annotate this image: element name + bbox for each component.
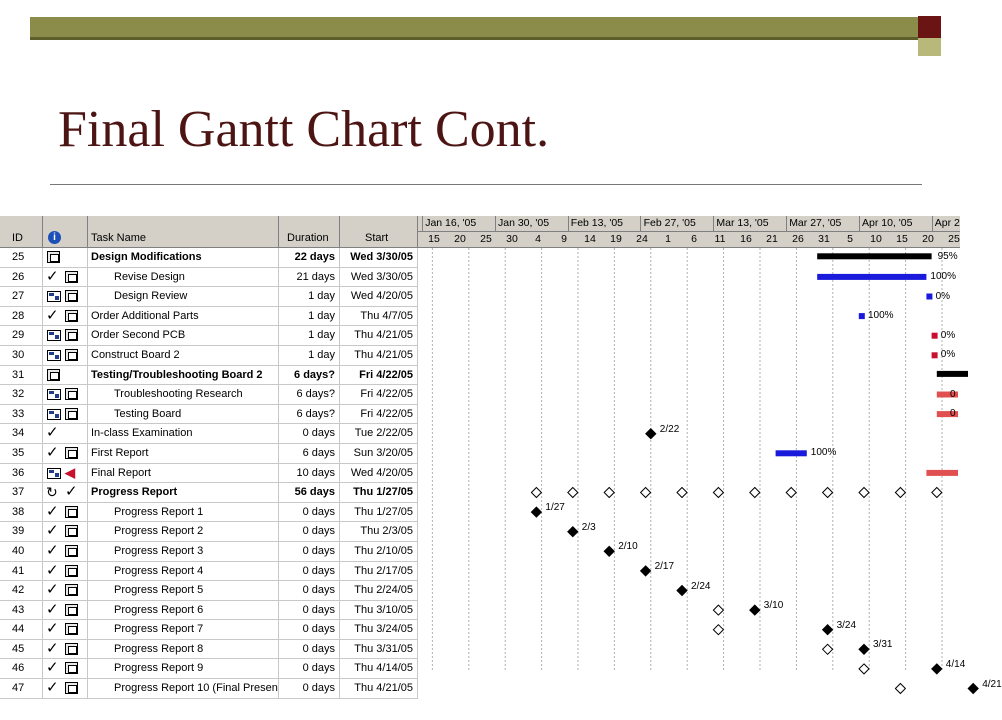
task-name[interactable]: Progress Report 6: [88, 601, 279, 620]
note-icon: [65, 388, 78, 400]
task-name[interactable]: Progress Report 5: [88, 581, 279, 600]
task-start[interactable]: Thu 4/14/05: [340, 659, 418, 678]
note-icon: [65, 565, 78, 577]
calendar-icon: [47, 291, 61, 302]
task-duration[interactable]: 6 days?: [279, 385, 340, 404]
task-id: 44: [0, 620, 43, 639]
table-row[interactable]: [0, 326, 418, 346]
bar-label: 3/24: [836, 619, 857, 631]
check-icon: ✓: [46, 659, 59, 677]
timescale-minor-label: 30: [506, 233, 518, 245]
task-indicators: [43, 542, 88, 561]
task-duration[interactable]: 22 days: [279, 248, 340, 267]
header-indicators[interactable]: [43, 216, 88, 247]
table-row[interactable]: [0, 346, 418, 366]
task-indicators: [43, 307, 88, 326]
note-icon: [65, 604, 78, 616]
table-row[interactable]: [0, 659, 418, 679]
task-id: 34: [0, 424, 43, 443]
task-start[interactable]: Thu 2/3/05: [340, 522, 418, 541]
task-start[interactable]: Thu 2/24/05: [340, 581, 418, 600]
bar-label: 100%: [930, 270, 956, 282]
check-icon: ✓: [46, 679, 59, 697]
task-duration[interactable]: 0 days: [279, 522, 340, 541]
baseline-milestone-diamond[interactable]: [859, 664, 869, 674]
baseline-milestone-diamond[interactable]: [713, 605, 723, 615]
summary-bar[interactable]: [937, 371, 968, 377]
timescale-minor-label: 31: [818, 233, 830, 245]
table-row[interactable]: [0, 483, 418, 503]
timescale-minor-label: 25: [948, 233, 960, 245]
task-duration[interactable]: 0 days: [279, 620, 340, 639]
timescale-minor-label: 15: [896, 233, 908, 245]
task-rows: [0, 248, 418, 699]
task-start[interactable]: Fri 4/22/05: [340, 405, 418, 424]
task-name[interactable]: Troubleshooting Research: [88, 385, 279, 404]
task-id: 45: [0, 640, 43, 659]
note-icon: [65, 271, 78, 283]
task-indicators: [43, 659, 88, 678]
check-icon: ✓: [46, 561, 59, 579]
note-icon: [65, 408, 78, 420]
task-bar[interactable]: [817, 274, 926, 280]
task-id: 37: [0, 483, 43, 502]
task-bar[interactable]: [776, 450, 807, 456]
task-indicators: [43, 385, 88, 404]
task-id: 30: [0, 346, 43, 365]
task-start[interactable]: Thu 4/7/05: [340, 307, 418, 326]
task-name[interactable]: Testing Board: [88, 405, 279, 424]
table-row[interactable]: [0, 405, 418, 425]
slide-corner-square-light: [918, 38, 941, 56]
summary-bar[interactable]: [817, 253, 931, 259]
task-duration[interactable]: 1 day: [279, 326, 340, 345]
task-indicators: [43, 326, 88, 345]
task-duration[interactable]: 0 days: [279, 640, 340, 659]
table-row[interactable]: [0, 542, 418, 562]
note-icon: [65, 584, 78, 596]
check-icon: ✓: [46, 620, 59, 638]
task-start[interactable]: Thu 4/21/05: [340, 679, 418, 698]
task-duration[interactable]: 10 days: [279, 464, 340, 483]
check-icon: ✓: [46, 443, 59, 461]
note-icon: [65, 643, 78, 655]
table-row[interactable]: [0, 640, 418, 660]
task-duration[interactable]: 6 days?: [279, 366, 340, 385]
task-name[interactable]: Order Additional Parts: [88, 307, 279, 326]
header-id-label: ID: [12, 232, 23, 244]
task-name[interactable]: Progress Report 2: [88, 522, 279, 541]
timescale-minor-label: 25: [480, 233, 492, 245]
task-id: 32: [0, 385, 43, 404]
table-row[interactable]: [0, 424, 418, 444]
task-bar[interactable]: [926, 294, 932, 300]
bar-label: 2/3: [581, 521, 596, 533]
timescale-major-label: Mar 13, '05: [716, 217, 769, 229]
timescale-minor-label: 24: [636, 233, 648, 245]
table-row[interactable]: [0, 503, 418, 523]
task-indicators: [43, 366, 88, 385]
task-indicators: [43, 503, 88, 522]
header-task-name[interactable]: [88, 216, 279, 247]
check-icon: ✓: [65, 483, 78, 501]
timescale-minor-label: 20: [922, 233, 934, 245]
info-icon: i: [48, 231, 61, 244]
timescale-minor-label: 16: [740, 233, 752, 245]
task-indicators: [43, 405, 88, 424]
bar-label: 0%: [940, 349, 956, 361]
rollup-milestone-diamond[interactable]: [859, 488, 869, 498]
timescale-minor-label: 4: [535, 233, 541, 245]
table-row[interactable]: [0, 444, 418, 464]
task-duration[interactable]: 56 days: [279, 483, 340, 502]
calendar-icon: [47, 350, 61, 361]
slide-title: Final Gantt Chart Cont.: [58, 101, 550, 158]
timescale-major-label: Apr 2: [934, 217, 960, 229]
task-start[interactable]: Thu 2/17/05: [340, 562, 418, 581]
bar-label: 0%: [940, 329, 956, 341]
task-name[interactable]: Progress Report 7: [88, 620, 279, 639]
timescale-major-label: Feb 27, '05: [643, 217, 696, 229]
task-id: 36: [0, 464, 43, 483]
table-row[interactable]: [0, 464, 418, 484]
task-name[interactable]: Progress Report 3: [88, 542, 279, 561]
table-row[interactable]: [0, 385, 418, 405]
bar-label: 100%: [868, 310, 894, 322]
task-start[interactable]: Wed 3/30/05: [340, 248, 418, 267]
task-name[interactable]: In-class Examination: [88, 424, 279, 443]
rollup-milestone-diamond[interactable]: [895, 488, 905, 498]
slide-corner-square: [918, 16, 941, 38]
task-name[interactable]: Revise Design: [88, 268, 279, 287]
note-icon: [65, 662, 78, 674]
table-row[interactable]: [0, 601, 418, 621]
header-task-name-label: Task Name: [91, 232, 147, 244]
bar-label: 100%: [810, 447, 837, 459]
baseline-milestone-diamond[interactable]: [823, 644, 833, 654]
timescale-major-label: Apr 10, '05: [862, 217, 913, 229]
note-icon: [47, 369, 60, 381]
bar-label: 95%: [937, 251, 958, 263]
check-icon: ✓: [46, 600, 59, 618]
task-indicators: [43, 562, 88, 581]
task-id: 46: [0, 659, 43, 678]
timescale-major-label: Jan 16, '05: [425, 217, 477, 229]
rollup-milestone-diamond[interactable]: [641, 488, 651, 498]
task-indicators: [43, 248, 88, 267]
bar-label: 2/22: [659, 423, 680, 435]
rollup-milestone-diamond[interactable]: [786, 488, 796, 498]
rollup-milestone-diamond[interactable]: [713, 488, 723, 498]
milestone-diamond[interactable]: [750, 605, 760, 615]
timescale-major-label: Jan 30, '05: [498, 217, 550, 229]
header-duration[interactable]: [279, 216, 340, 247]
timescale-minor-label: 9: [561, 233, 567, 245]
note-icon: [65, 329, 78, 341]
slide-top-bar: [30, 17, 941, 37]
task-id: 38: [0, 503, 43, 522]
note-icon: [65, 349, 78, 361]
milestone-diamond[interactable]: [677, 586, 687, 596]
task-id: 26: [0, 268, 43, 287]
task-id: 31: [0, 366, 43, 385]
task-name[interactable]: Progress Report: [88, 483, 279, 502]
calendar-icon: [47, 389, 61, 400]
header-start-label: Start: [365, 232, 389, 244]
recurring-icon: ↻: [46, 484, 58, 501]
rollup-milestone-diamond[interactable]: [932, 488, 942, 498]
task-name[interactable]: Progress Report 10 (Final Presen: [88, 679, 279, 698]
bar-label: 2/24: [691, 580, 711, 592]
task-id: 35: [0, 444, 43, 463]
timescale-minor-label: 26: [792, 233, 804, 245]
baseline-milestone-diamond[interactable]: [713, 625, 723, 635]
title-divider: [50, 184, 922, 185]
task-name[interactable]: Progress Report 8: [88, 640, 279, 659]
task-indicators: [43, 346, 88, 365]
bar-label: 4/21: [982, 678, 1002, 690]
task-start[interactable]: Thu 4/21/05: [340, 326, 418, 345]
task-start[interactable]: Thu 1/27/05: [340, 483, 418, 502]
calendar-icon: [47, 330, 61, 341]
task-duration[interactable]: 0 days: [279, 562, 340, 581]
check-icon: ✓: [46, 522, 59, 540]
check-icon: ✓: [46, 267, 59, 285]
bar-label: 1/27: [545, 502, 565, 514]
task-start[interactable]: Thu 2/10/05: [340, 542, 418, 561]
task-start[interactable]: Wed 4/20/05: [340, 464, 418, 483]
task-id: 43: [0, 601, 43, 620]
check-icon: ✓: [46, 639, 59, 657]
task-duration[interactable]: 0 days: [279, 679, 340, 698]
task-start[interactable]: Thu 1/27/05: [340, 503, 418, 522]
baseline-milestone-diamond[interactable]: [895, 684, 905, 694]
task-bar[interactable]: [932, 352, 938, 358]
task-start[interactable]: Wed 4/20/05: [340, 287, 418, 306]
task-duration[interactable]: 0 days: [279, 424, 340, 443]
task-indicators: [43, 640, 88, 659]
task-name[interactable]: Construct Board 2: [88, 346, 279, 365]
task-start[interactable]: Thu 3/24/05: [340, 620, 418, 639]
note-icon: [65, 506, 78, 518]
rollup-milestone-diamond[interactable]: [750, 488, 760, 498]
task-id: 27: [0, 287, 43, 306]
timescale-minor-label: 19: [610, 233, 622, 245]
milestone-diamond[interactable]: [823, 625, 833, 635]
table-row[interactable]: [0, 620, 418, 640]
bar-label: 4/14: [945, 658, 966, 670]
task-name[interactable]: Design Review: [88, 287, 279, 306]
deadline-flag-icon: ◀: [65, 464, 75, 480]
rollup-milestone-diamond[interactable]: [677, 488, 687, 498]
task-bar[interactable]: [859, 313, 865, 319]
timescale-major-label: Mar 27, '05: [789, 217, 842, 229]
task-indicators: [43, 424, 88, 443]
task-indicators: [43, 483, 88, 502]
task-id: 33: [0, 405, 43, 424]
timescale-minor-label: 11: [714, 233, 726, 245]
table-row[interactable]: [0, 679, 418, 699]
timescale-minor-label: 15: [428, 233, 440, 245]
task-name[interactable]: First Report: [88, 444, 279, 463]
task-indicators: [43, 679, 88, 698]
task-name[interactable]: Progress Report 9: [88, 659, 279, 678]
task-name[interactable]: Progress Report 1: [88, 503, 279, 522]
bar-label: 0: [950, 388, 956, 400]
task-bar[interactable]: [932, 333, 938, 339]
task-bar[interactable]: [926, 470, 958, 476]
bar-label: 3/31: [873, 639, 893, 651]
bar-label: 0: [950, 408, 956, 420]
bar-label: 2/10: [618, 541, 638, 553]
task-start[interactable]: Thu 3/10/05: [340, 601, 418, 620]
task-duration[interactable]: 0 days: [279, 542, 340, 561]
task-id: 40: [0, 542, 43, 561]
task-start[interactable]: Thu 3/31/05: [340, 640, 418, 659]
task-id: 28: [0, 307, 43, 326]
bar-label: 2/17: [654, 560, 675, 572]
task-duration[interactable]: 1 day: [279, 346, 340, 365]
check-icon: ✓: [46, 502, 59, 520]
timescale-minor-label: 1: [665, 233, 671, 245]
task-duration[interactable]: 6 days: [279, 444, 340, 463]
table-row[interactable]: [0, 562, 418, 582]
milestone-diamond[interactable]: [968, 684, 978, 694]
check-icon: ✓: [46, 424, 59, 442]
rollup-milestone-diamond[interactable]: [568, 488, 578, 498]
check-icon: ✓: [46, 306, 59, 324]
task-start[interactable]: Sun 3/20/05: [340, 444, 418, 463]
task-duration[interactable]: 1 day: [279, 287, 340, 306]
note-icon: [65, 525, 78, 537]
check-icon: ✓: [46, 541, 59, 559]
task-duration[interactable]: 0 days: [279, 581, 340, 600]
task-start[interactable]: Fri 4/22/05: [340, 366, 418, 385]
note-icon: [47, 251, 60, 263]
bar-label: 3/10: [763, 600, 784, 612]
check-icon: ✓: [46, 581, 59, 599]
note-icon: [65, 447, 78, 459]
gantt-chart: [418, 216, 1002, 690]
task-name[interactable]: Testing/Troubleshooting Board 2: [88, 366, 279, 385]
table-row[interactable]: [0, 522, 418, 542]
task-id: 25: [0, 248, 43, 267]
task-duration[interactable]: 21 days: [279, 268, 340, 287]
note-icon: [65, 290, 78, 302]
slide-top-bar-shadow: [30, 37, 941, 40]
milestone-diamond[interactable]: [531, 507, 541, 517]
table-row[interactable]: [0, 287, 418, 307]
timescale-minor-label: 6: [691, 233, 697, 245]
table-row[interactable]: [0, 581, 418, 601]
milestone-diamond[interactable]: [568, 527, 578, 537]
table-row[interactable]: [0, 366, 418, 386]
header-start[interactable]: [340, 216, 418, 247]
table-row[interactable]: [0, 248, 418, 268]
table-row[interactable]: [0, 268, 418, 288]
task-indicators: [43, 620, 88, 639]
task-indicators: [43, 522, 88, 541]
task-id: 42: [0, 581, 43, 600]
gantt-bars-canvas: [418, 216, 960, 672]
table-row[interactable]: [0, 307, 418, 327]
timescale-minor-label: 21: [766, 233, 778, 245]
task-start[interactable]: Thu 4/21/05: [340, 346, 418, 365]
task-start[interactable]: Fri 4/22/05: [340, 385, 418, 404]
calendar-icon: [47, 409, 61, 420]
timescale-minor-label: 20: [454, 233, 466, 245]
note-icon: [65, 623, 78, 635]
table-header: [0, 216, 418, 248]
milestone-diamond[interactable]: [646, 429, 656, 439]
calendar-icon: [47, 468, 61, 479]
milestone-diamond[interactable]: [859, 644, 869, 654]
task-id: 41: [0, 562, 43, 581]
task-indicators: [43, 444, 88, 463]
timescale-minor-label: 14: [584, 233, 596, 245]
task-name[interactable]: Final Report: [88, 464, 279, 483]
timescale-minor-label: 10: [870, 233, 882, 245]
note-icon: [65, 310, 78, 322]
task-indicators: [43, 601, 88, 620]
task-id: 39: [0, 522, 43, 541]
task-indicators: [43, 268, 88, 287]
task-indicators: [43, 464, 88, 483]
task-name[interactable]: Design Modifications: [88, 248, 279, 267]
task-start[interactable]: Tue 2/22/05: [340, 424, 418, 443]
task-id: 29: [0, 326, 43, 345]
bar-label: 0%: [935, 290, 951, 302]
task-id: 47: [0, 679, 43, 698]
rollup-milestone-diamond[interactable]: [604, 488, 614, 498]
task-duration[interactable]: 6 days?: [279, 405, 340, 424]
task-indicators: [43, 581, 88, 600]
task-duration[interactable]: 0 days: [279, 601, 340, 620]
task-name[interactable]: Order Second PCB: [88, 326, 279, 345]
header-id[interactable]: [0, 216, 43, 247]
rollup-milestone-diamond[interactable]: [823, 488, 833, 498]
task-duration[interactable]: 0 days: [279, 659, 340, 678]
note-icon: [65, 545, 78, 557]
milestone-diamond[interactable]: [932, 664, 942, 674]
timescale-minor-label: 5: [847, 233, 853, 245]
header-duration-label: Duration: [287, 232, 329, 244]
task-duration[interactable]: 1 day: [279, 307, 340, 326]
task-indicators: [43, 287, 88, 306]
task-start[interactable]: Wed 3/30/05: [340, 268, 418, 287]
milestone-diamond[interactable]: [604, 546, 614, 556]
task-name[interactable]: Progress Report 4: [88, 562, 279, 581]
milestone-diamond[interactable]: [641, 566, 651, 576]
rollup-milestone-diamond[interactable]: [531, 488, 541, 498]
task-duration[interactable]: 0 days: [279, 503, 340, 522]
timescale-major-label: Feb 13, '05: [570, 217, 624, 229]
note-icon: [65, 682, 78, 694]
